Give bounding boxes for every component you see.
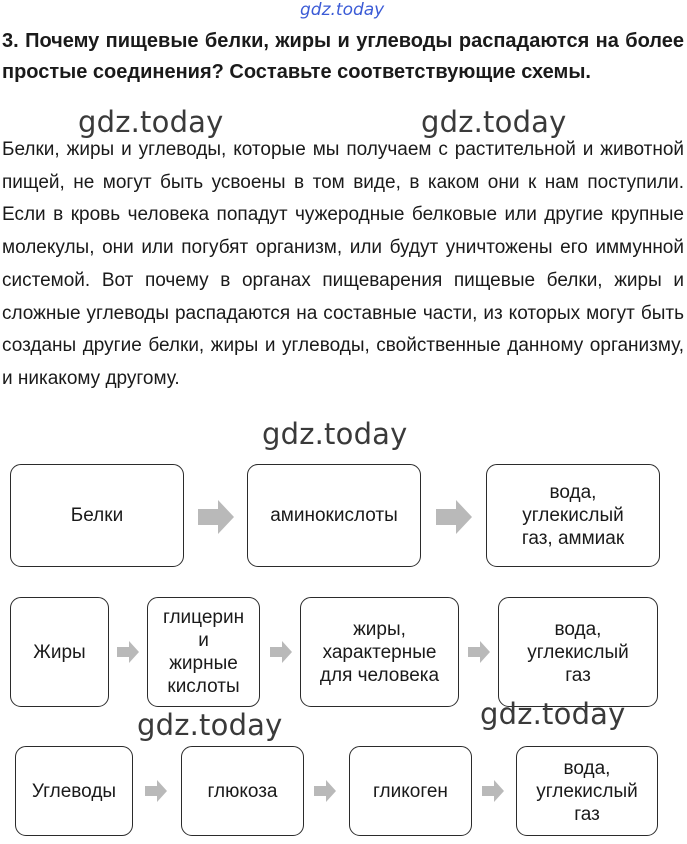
scheme-carbs-box-3: гликоген xyxy=(349,746,472,836)
scheme-fats-box-2: глицерин и жирные кислоты xyxy=(147,597,260,707)
watermark: gdz.today xyxy=(78,105,224,139)
question-text: 3. Почему пищевые белки, жиры и углеводы распадаются на более простые соединения? Составьте соответствующие схемы. xyxy=(2,30,684,83)
watermark-top: gdz.today xyxy=(300,0,385,20)
scheme-carbs-box-2: глюкоза xyxy=(181,746,304,836)
answer-text: Белки, жиры и углеводы, которые мы получаем с растительной и животной пищей, не могут быть усвоены в том виде, в каком они к нам поступили. Если в кровь человека попадут чужеродные белковые или другие крупные молекулы, они или погубят организм, или будут уничтожены его иммунной системой. Вот почему в органах пищеварения пищевые белки, жиры и сложные углеводы распадаются на составные части, из которых могут быть созданы другие белки, жиры и углеводы, свойственные данному организму, и никакому другому. xyxy=(2,139,684,389)
scheme-proteins-box-3: вода, углекислый газ, аммиак xyxy=(486,464,660,567)
watermark: gdz.today xyxy=(137,708,283,742)
watermark: gdz.today xyxy=(262,417,408,451)
scheme-carbs-box-1: Углеводы xyxy=(15,746,133,836)
scheme-fats-box-4: вода, углекислый газ xyxy=(498,597,658,707)
scheme-proteins-box-1: Белки xyxy=(10,464,184,567)
scheme-fats-box-3: жиры, характерные для человека xyxy=(300,597,459,707)
scheme-fats-box-1: Жиры xyxy=(10,597,109,707)
scheme-carbs-box-4: вода, углекислый газ xyxy=(516,746,658,836)
watermark: gdz.today xyxy=(421,105,567,139)
watermark: gdz.today xyxy=(480,697,626,731)
scheme-proteins-box-2: аминокислоты xyxy=(247,464,421,567)
